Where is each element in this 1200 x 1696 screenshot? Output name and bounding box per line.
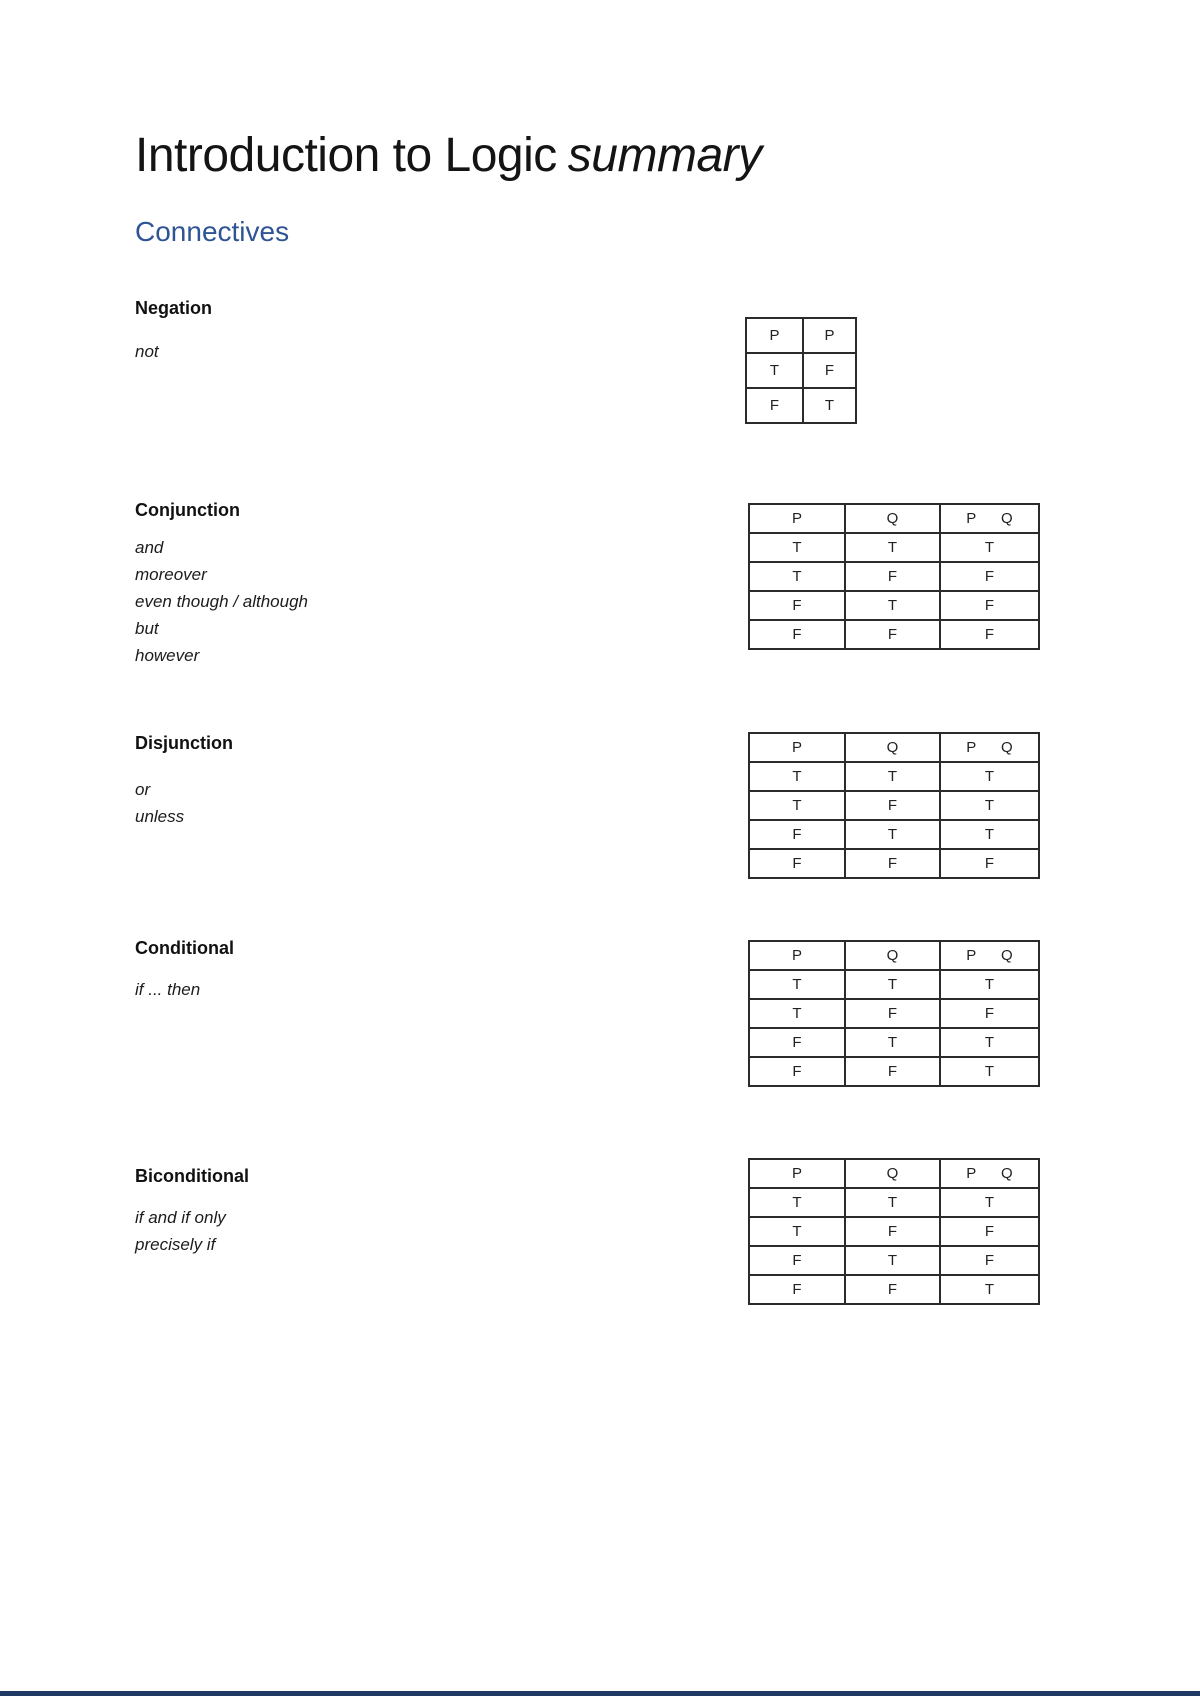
section-terms-disjunction bbox=[135, 776, 184, 830]
cell: F bbox=[845, 999, 940, 1028]
term-line: or bbox=[135, 780, 151, 799]
cell: T bbox=[749, 970, 845, 999]
cell: F bbox=[749, 820, 845, 849]
section-terms-negation bbox=[135, 338, 159, 365]
table-header-row bbox=[749, 733, 1039, 762]
col-header-p: P bbox=[749, 941, 845, 970]
cell: F bbox=[749, 1057, 845, 1086]
table-row bbox=[749, 1217, 1039, 1246]
term-line: precisely if bbox=[135, 1235, 216, 1254]
col-header-p: P bbox=[749, 504, 845, 533]
cell: T bbox=[749, 562, 845, 591]
cell: F bbox=[749, 1275, 845, 1304]
cell: T bbox=[749, 999, 845, 1028]
cell: F bbox=[746, 388, 803, 423]
cell: T bbox=[940, 762, 1039, 791]
section-terms-conditional bbox=[135, 976, 200, 1003]
table-row bbox=[749, 999, 1039, 1028]
cell: F bbox=[845, 1057, 940, 1086]
term-line: however bbox=[135, 646, 200, 665]
col-header-q: Q bbox=[845, 504, 940, 533]
cell: F bbox=[940, 591, 1039, 620]
col-header-not-p: P bbox=[803, 318, 856, 353]
document-title-emphasis: summary bbox=[567, 129, 762, 182]
cell: F bbox=[845, 1275, 940, 1304]
document-title-text: Introduction to Logic bbox=[135, 129, 557, 182]
cell: T bbox=[845, 970, 940, 999]
cell: F bbox=[845, 1217, 940, 1246]
col-header-p-or-q: P Q bbox=[940, 733, 1039, 762]
cell: T bbox=[749, 1188, 845, 1217]
cell: T bbox=[940, 791, 1039, 820]
table-row bbox=[749, 1028, 1039, 1057]
section-heading-conditional: Conditional bbox=[135, 938, 234, 958]
cell: T bbox=[749, 791, 845, 820]
cell: F bbox=[845, 849, 940, 878]
section-heading-negation: Negation bbox=[135, 298, 213, 318]
term-line: if and if only bbox=[135, 1208, 226, 1227]
cell: T bbox=[940, 820, 1039, 849]
cell: F bbox=[940, 562, 1039, 591]
cell: F bbox=[845, 562, 940, 591]
table-row bbox=[749, 1246, 1039, 1275]
table-header-row bbox=[749, 504, 1039, 533]
section-heading-disjunction: Disjunction bbox=[135, 733, 233, 753]
cell: T bbox=[845, 591, 940, 620]
cell: F bbox=[845, 620, 940, 649]
table-row bbox=[749, 970, 1039, 999]
term-line: moreover bbox=[135, 565, 207, 584]
cell: F bbox=[749, 1246, 845, 1275]
page-bottom-edge bbox=[0, 1691, 1200, 1696]
table-row bbox=[749, 1275, 1039, 1304]
cell: F bbox=[803, 353, 856, 388]
col-header-p-and-q: P Q bbox=[940, 504, 1039, 533]
cell: F bbox=[845, 791, 940, 820]
col-header-p: P bbox=[749, 733, 845, 762]
cell: F bbox=[940, 1217, 1039, 1246]
cell: T bbox=[845, 533, 940, 562]
document-title bbox=[135, 130, 762, 183]
table-row bbox=[749, 1188, 1039, 1217]
cell: T bbox=[940, 1028, 1039, 1057]
cell: T bbox=[845, 1188, 940, 1217]
cell: T bbox=[940, 1275, 1039, 1304]
cell: T bbox=[803, 388, 856, 423]
table-row bbox=[749, 762, 1039, 791]
col-header-q: Q bbox=[845, 941, 940, 970]
table-row bbox=[749, 820, 1039, 849]
section-terms-biconditional bbox=[135, 1204, 226, 1258]
cell: F bbox=[749, 849, 845, 878]
cell: T bbox=[940, 1057, 1039, 1086]
table-row bbox=[746, 388, 856, 423]
table-row bbox=[749, 791, 1039, 820]
col-header-q: Q bbox=[845, 1159, 940, 1188]
table-row bbox=[746, 353, 856, 388]
cell: T bbox=[749, 1217, 845, 1246]
biconditional-truth-table bbox=[748, 1158, 1040, 1305]
cell: F bbox=[940, 999, 1039, 1028]
cell: T bbox=[845, 762, 940, 791]
disjunction-truth-table bbox=[748, 732, 1040, 879]
cell: T bbox=[940, 970, 1039, 999]
cell: T bbox=[845, 820, 940, 849]
cell: T bbox=[845, 1028, 940, 1057]
col-header-p-iff-q: P Q bbox=[940, 1159, 1039, 1188]
table-row bbox=[749, 1057, 1039, 1086]
table-header-row bbox=[746, 318, 856, 353]
term-line: even though / although bbox=[135, 592, 308, 611]
cell: T bbox=[940, 533, 1039, 562]
cell: F bbox=[749, 620, 845, 649]
table-header-row bbox=[749, 941, 1039, 970]
conjunction-truth-table bbox=[748, 503, 1040, 650]
col-header-q: Q bbox=[845, 733, 940, 762]
term-line: not bbox=[135, 342, 159, 361]
table-row bbox=[749, 562, 1039, 591]
term-line: if ... then bbox=[135, 980, 201, 999]
cell: T bbox=[845, 1246, 940, 1275]
cell: T bbox=[749, 533, 845, 562]
section-heading-biconditional: Biconditional bbox=[135, 1166, 249, 1186]
cell: T bbox=[940, 1188, 1039, 1217]
col-header-p: P bbox=[749, 1159, 845, 1188]
cell: F bbox=[940, 1246, 1039, 1275]
cell: T bbox=[749, 762, 845, 791]
cell: F bbox=[940, 849, 1039, 878]
heading-connectives: Connectives bbox=[135, 216, 290, 247]
term-line: and bbox=[135, 538, 164, 557]
cell: F bbox=[749, 591, 845, 620]
cell: F bbox=[749, 1028, 845, 1057]
cell: T bbox=[746, 353, 803, 388]
col-header-p: P bbox=[746, 318, 803, 353]
section-heading-conjunction: Conjunction bbox=[135, 500, 240, 520]
col-header-p-implies-q: P Q bbox=[940, 941, 1039, 970]
table-row bbox=[749, 591, 1039, 620]
term-line: but bbox=[135, 619, 159, 638]
section-terms-conjunction bbox=[135, 534, 308, 669]
cell: F bbox=[940, 620, 1039, 649]
table-row bbox=[749, 849, 1039, 878]
term-line: unless bbox=[135, 807, 185, 826]
conditional-truth-table bbox=[748, 940, 1040, 1087]
negation-truth-table bbox=[745, 317, 857, 424]
table-header-row bbox=[749, 1159, 1039, 1188]
table-row bbox=[749, 620, 1039, 649]
table-row bbox=[749, 533, 1039, 562]
